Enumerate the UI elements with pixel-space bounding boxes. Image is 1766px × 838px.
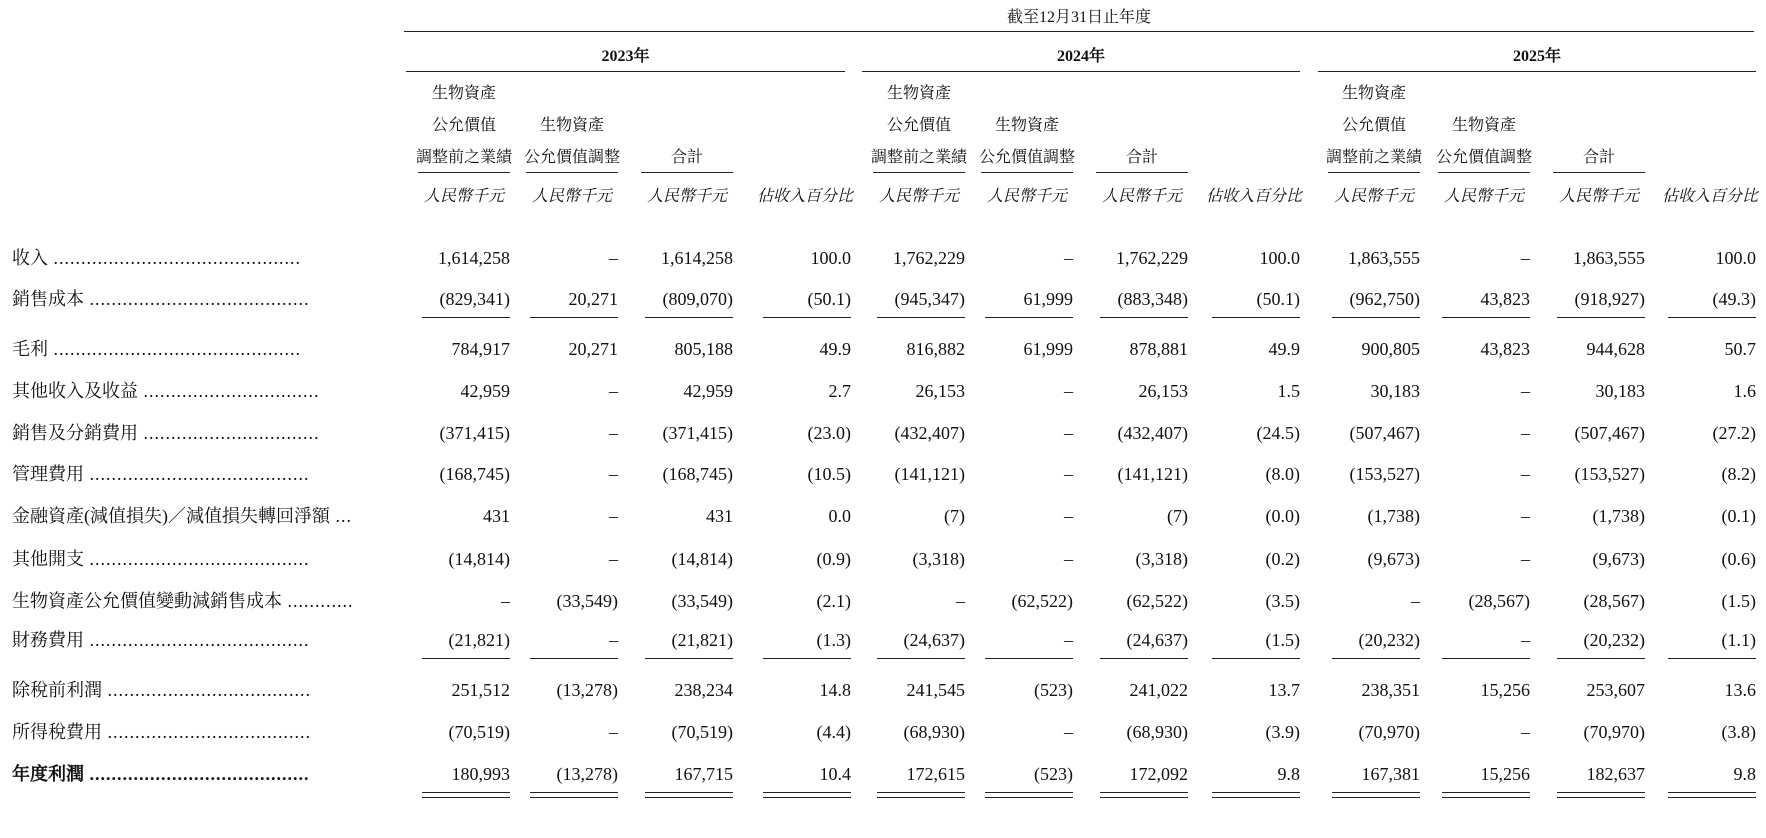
- value-cell: 1,863,555: [1348, 248, 1420, 268]
- year-heading: 2024年: [1056, 48, 1105, 65]
- subtotal-rule: [763, 317, 851, 318]
- value-cell: –: [1064, 630, 1073, 650]
- value-cell: (27.2): [1712, 423, 1756, 443]
- total-double-rule: [985, 797, 1073, 798]
- value-cell: (62,522): [1126, 591, 1188, 611]
- row-label-text: 金融資產(減值損失)／減值損失轉回淨額: [12, 506, 330, 526]
- value-cell: 20,271: [568, 289, 618, 309]
- value-cell: (1.3): [816, 630, 851, 650]
- value-cell: (153,527): [1574, 464, 1645, 484]
- value-cell: (0.9): [816, 549, 851, 569]
- total-header: 合計: [670, 149, 703, 166]
- value-cell: (28,567): [1583, 591, 1645, 611]
- subtotal-rule: [530, 317, 618, 318]
- before-adjustment-header: 公允價值: [431, 117, 496, 134]
- percentage-of-revenue-unit: 佔收入百分比: [1205, 188, 1302, 205]
- value-cell: (24,637): [1126, 630, 1188, 650]
- value-cell: (3,318): [1135, 549, 1188, 569]
- value-cell: (1.1): [1721, 630, 1756, 650]
- value-cell: (8.2): [1721, 464, 1756, 484]
- row-label: [12, 286, 384, 312]
- value-cell: 61,999: [1023, 289, 1073, 309]
- value-cell: 13.6: [1724, 680, 1756, 700]
- value-cell: (523): [1034, 680, 1073, 700]
- total-double-rule: [645, 797, 733, 798]
- year-rule: [406, 71, 845, 72]
- value-cell: –: [609, 464, 618, 484]
- subtotal-rule: [530, 658, 618, 659]
- row-label: [12, 588, 384, 614]
- value-cell: (70,519): [671, 722, 733, 742]
- subtotal-rule: [1212, 658, 1300, 659]
- value-cell: 100.0: [1259, 248, 1300, 268]
- subtotal-rule: [1668, 658, 1756, 659]
- subtotal-rule: [763, 658, 851, 659]
- total-double-rule: [1668, 797, 1756, 798]
- value-cell: (371,415): [662, 423, 733, 443]
- dot-leader: .....................................: [102, 680, 311, 700]
- value-cell: –: [1411, 591, 1420, 611]
- value-cell: (1.5): [1721, 591, 1756, 611]
- value-cell: (50.1): [807, 289, 851, 309]
- before-adjustment-header: 生物資產: [1341, 85, 1406, 102]
- before-adjustment-header: 調整前之業績: [1325, 149, 1422, 166]
- value-cell: (49.3): [1712, 289, 1756, 309]
- value-cell: (21,821): [671, 630, 733, 650]
- subtotal-rule: [1332, 658, 1420, 659]
- value-cell: 49.9: [819, 339, 851, 359]
- column-header-rule: [1438, 172, 1530, 173]
- value-cell: (0.6): [1721, 549, 1756, 569]
- value-cell: (1.5): [1265, 630, 1300, 650]
- value-cell: 784,917: [451, 339, 510, 359]
- dot-leader: ........................................: [84, 630, 310, 650]
- total-double-rule: [530, 792, 618, 793]
- dot-leader: .............................................: [48, 339, 301, 359]
- value-cell: 42,959: [460, 381, 510, 401]
- total-double-rule: [1332, 797, 1420, 798]
- row-label-text: 財務費用: [12, 630, 84, 650]
- value-cell: 1,762,229: [893, 248, 965, 268]
- value-cell: (141,121): [1117, 464, 1188, 484]
- value-cell: –: [609, 549, 618, 569]
- subtotal-rule: [422, 658, 510, 659]
- value-cell: 878,881: [1129, 339, 1188, 359]
- value-cell: (7): [1167, 506, 1188, 526]
- fair-value-adjustment-header: 生物資產: [1451, 117, 1516, 134]
- row-label-text: 毛利: [12, 339, 48, 359]
- value-cell: 0.0: [828, 506, 851, 526]
- rmb-thousand-unit: 人民幣千元: [1101, 188, 1182, 205]
- period-heading: 截至12月31日止年度: [1006, 9, 1151, 26]
- rmb-thousand-unit: 人民幣千元: [1333, 188, 1414, 205]
- value-cell: (24.5): [1256, 423, 1300, 443]
- value-cell: (33,549): [671, 591, 733, 611]
- row-label: [12, 245, 384, 271]
- before-adjustment-header: 生物資產: [886, 85, 951, 102]
- value-cell: 50.7: [1724, 339, 1756, 359]
- row-label-text: 除稅前利潤: [12, 680, 102, 700]
- value-cell: 1,614,258: [661, 248, 733, 268]
- fair-value-adjustment-header: 公允價值調整: [1435, 149, 1532, 166]
- value-cell: –: [501, 591, 510, 611]
- value-cell: 61,999: [1023, 339, 1073, 359]
- fair-value-adjustment-header: 生物資產: [994, 117, 1059, 134]
- value-cell: 43,823: [1480, 339, 1530, 359]
- dot-leader: ................................: [138, 381, 320, 401]
- value-cell: 30,183: [1595, 381, 1645, 401]
- row-label: [12, 461, 384, 487]
- value-cell: –: [1521, 506, 1530, 526]
- percentage-of-revenue-unit: 佔收入百分比: [756, 188, 853, 205]
- value-cell: 13.7: [1268, 680, 1300, 700]
- row-label: [12, 627, 384, 653]
- value-cell: –: [1064, 506, 1073, 526]
- value-cell: (141,121): [894, 464, 965, 484]
- value-cell: –: [1064, 464, 1073, 484]
- value-cell: –: [1064, 549, 1073, 569]
- value-cell: (8.0): [1265, 464, 1300, 484]
- dot-leader: ........................................: [84, 549, 310, 569]
- value-cell: (62,522): [1011, 591, 1073, 611]
- before-adjustment-header: 調整前之業績: [870, 149, 967, 166]
- year-heading: 2023年: [601, 48, 650, 65]
- column-header-rule: [1553, 172, 1645, 173]
- column-header-rule: [981, 172, 1073, 173]
- total-double-rule: [1100, 792, 1188, 793]
- dot-leader: .............................................: [48, 248, 301, 268]
- rmb-thousand-unit: 人民幣千元: [531, 188, 612, 205]
- value-cell: 238,351: [1361, 680, 1420, 700]
- value-cell: (14,814): [671, 549, 733, 569]
- total-double-rule: [1442, 792, 1530, 793]
- dot-leader: ...: [330, 506, 352, 526]
- before-adjustment-header: 公允價值: [886, 117, 951, 134]
- subtotal-rule: [1442, 317, 1530, 318]
- value-cell: 431: [706, 506, 733, 526]
- value-cell: (3.5): [1265, 591, 1300, 611]
- value-cell: –: [1064, 248, 1073, 268]
- rmb-thousand-unit: 人民幣千元: [1443, 188, 1524, 205]
- row-label: [12, 336, 384, 362]
- value-cell: 49.9: [1268, 339, 1300, 359]
- value-cell: (13,278): [556, 764, 618, 784]
- subtotal-rule: [1332, 317, 1420, 318]
- total-double-rule: [1557, 792, 1645, 793]
- rmb-thousand-unit: 人民幣千元: [878, 188, 959, 205]
- column-header-rule: [873, 172, 965, 173]
- value-cell: –: [1521, 549, 1530, 569]
- total-double-rule: [1212, 797, 1300, 798]
- row-label-text: 銷售及分銷費用: [12, 423, 138, 443]
- total-double-rule: [1557, 797, 1645, 798]
- value-cell: (168,745): [662, 464, 733, 484]
- value-cell: 9.8: [1277, 764, 1300, 784]
- value-cell: –: [1521, 381, 1530, 401]
- row-label-text: 收入: [12, 248, 48, 268]
- total-double-rule: [1100, 797, 1188, 798]
- subtotal-rule: [1212, 317, 1300, 318]
- value-cell: (3,318): [912, 549, 965, 569]
- percentage-of-revenue-unit: 佔收入百分比: [1661, 188, 1758, 205]
- subtotal-rule: [645, 317, 733, 318]
- year-heading: 2025年: [1512, 48, 1561, 65]
- value-cell: 172,092: [1129, 764, 1188, 784]
- value-cell: –: [1064, 423, 1073, 443]
- value-cell: (829,341): [439, 289, 510, 309]
- value-cell: (523): [1034, 764, 1073, 784]
- row-label: [12, 378, 384, 404]
- dot-leader: ........................................: [84, 289, 310, 309]
- value-cell: (33,549): [556, 591, 618, 611]
- value-cell: (0.1): [1721, 506, 1756, 526]
- dot-leader: .....................................: [102, 722, 311, 742]
- value-cell: 9.8: [1733, 764, 1756, 784]
- before-adjustment-header: 公允價值: [1341, 117, 1406, 134]
- value-cell: 816,882: [906, 339, 965, 359]
- total-double-rule: [877, 797, 965, 798]
- total-double-rule: [530, 797, 618, 798]
- value-cell: (9,673): [1592, 549, 1645, 569]
- value-cell: 100.0: [810, 248, 851, 268]
- rmb-thousand-unit: 人民幣千元: [646, 188, 727, 205]
- value-cell: (3.8): [1721, 722, 1756, 742]
- period-rule: [404, 31, 1754, 32]
- value-cell: (68,930): [903, 722, 965, 742]
- value-cell: (7): [944, 506, 965, 526]
- row-label-text: 所得稅費用: [12, 722, 102, 742]
- value-cell: 241,545: [906, 680, 965, 700]
- subtotal-rule: [1557, 658, 1645, 659]
- fair-value-adjustment-header: 公允價值調整: [523, 149, 620, 166]
- value-cell: 1,863,555: [1573, 248, 1645, 268]
- value-cell: (809,070): [662, 289, 733, 309]
- value-cell: (50.1): [1256, 289, 1300, 309]
- value-cell: (0.2): [1265, 549, 1300, 569]
- value-cell: 944,628: [1586, 339, 1645, 359]
- value-cell: –: [609, 722, 618, 742]
- value-cell: –: [1521, 423, 1530, 443]
- value-cell: (70,970): [1583, 722, 1645, 742]
- total-header: 合計: [1582, 149, 1615, 166]
- value-cell: (153,527): [1349, 464, 1420, 484]
- fair-value-adjustment-header: 公允價值調整: [978, 149, 1075, 166]
- column-header-rule: [526, 172, 618, 173]
- subtotal-rule: [985, 658, 1073, 659]
- total-double-rule: [763, 792, 851, 793]
- row-label: [12, 719, 384, 745]
- dot-leader: ................................: [138, 423, 320, 443]
- row-label: [12, 677, 384, 703]
- value-cell: 30,183: [1370, 381, 1420, 401]
- value-cell: 42,959: [683, 381, 733, 401]
- value-cell: –: [609, 248, 618, 268]
- subtotal-rule: [877, 658, 965, 659]
- value-cell: 43,823: [1480, 289, 1530, 309]
- dot-leader: ........................................: [84, 464, 310, 484]
- value-cell: 182,637: [1586, 764, 1645, 784]
- value-cell: (28,567): [1468, 591, 1530, 611]
- value-cell: (20,232): [1358, 630, 1420, 650]
- subtotal-rule: [1668, 317, 1756, 318]
- value-cell: (21,821): [448, 630, 510, 650]
- value-cell: (14,814): [448, 549, 510, 569]
- value-cell: 15,256: [1480, 680, 1530, 700]
- column-header-rule: [1096, 172, 1188, 173]
- dot-leader: ............: [282, 591, 354, 611]
- fair-value-adjustment-header: 生物資產: [539, 117, 604, 134]
- value-cell: 10.4: [819, 764, 851, 784]
- value-cell: (13,278): [556, 680, 618, 700]
- value-cell: –: [1521, 722, 1530, 742]
- value-cell: (371,415): [439, 423, 510, 443]
- value-cell: 241,022: [1129, 680, 1188, 700]
- value-cell: –: [609, 423, 618, 443]
- row-label: [12, 546, 384, 572]
- value-cell: 2.7: [828, 381, 851, 401]
- value-cell: 167,381: [1361, 764, 1420, 784]
- column-header-rule: [641, 172, 733, 173]
- value-cell: (1,738): [1592, 506, 1645, 526]
- value-cell: 805,188: [674, 339, 733, 359]
- value-cell: 238,234: [674, 680, 733, 700]
- value-cell: (23.0): [807, 423, 851, 443]
- value-cell: (10.5): [807, 464, 851, 484]
- value-cell: (945,347): [894, 289, 965, 309]
- value-cell: 251,512: [451, 680, 510, 700]
- value-cell: (3.9): [1265, 722, 1300, 742]
- row-label-text: 管理費用: [12, 464, 84, 484]
- row-label: [12, 420, 384, 446]
- value-cell: –: [609, 381, 618, 401]
- total-double-rule: [763, 797, 851, 798]
- value-cell: 167,715: [674, 764, 733, 784]
- value-cell: 100.0: [1715, 248, 1756, 268]
- rmb-thousand-unit: 人民幣千元: [986, 188, 1067, 205]
- value-cell: (24,637): [903, 630, 965, 650]
- value-cell: –: [1521, 248, 1530, 268]
- value-cell: –: [1064, 381, 1073, 401]
- subtotal-rule: [422, 317, 510, 318]
- row-label-text: 其他收入及收益: [12, 381, 138, 401]
- total-header: 合計: [1125, 149, 1158, 166]
- value-cell: (9,673): [1367, 549, 1420, 569]
- row-label-text: 年度利潤: [12, 764, 84, 784]
- value-cell: 180,993: [451, 764, 510, 784]
- value-cell: 253,607: [1586, 680, 1645, 700]
- value-cell: (2.1): [816, 591, 851, 611]
- value-cell: (432,407): [894, 423, 965, 443]
- value-cell: (70,519): [448, 722, 510, 742]
- value-cell: (68,930): [1126, 722, 1188, 742]
- total-double-rule: [1332, 792, 1420, 793]
- row-label: [12, 761, 384, 787]
- value-cell: 1.5: [1277, 381, 1300, 401]
- value-cell: 1,762,229: [1116, 248, 1188, 268]
- value-cell: –: [1521, 630, 1530, 650]
- value-cell: 1.6: [1733, 381, 1756, 401]
- subtotal-rule: [1557, 317, 1645, 318]
- value-cell: (4.4): [816, 722, 851, 742]
- total-double-rule: [645, 792, 733, 793]
- value-cell: (168,745): [439, 464, 510, 484]
- before-adjustment-header: 生物資產: [431, 85, 496, 102]
- total-double-rule: [1212, 792, 1300, 793]
- total-double-rule: [1442, 797, 1530, 798]
- subtotal-rule: [1442, 658, 1530, 659]
- value-cell: (507,467): [1574, 423, 1645, 443]
- value-cell: (962,750): [1349, 289, 1420, 309]
- total-double-rule: [422, 792, 510, 793]
- value-cell: (20,232): [1583, 630, 1645, 650]
- total-double-rule: [985, 792, 1073, 793]
- row-label-text: 銷售成本: [12, 289, 84, 309]
- value-cell: (432,407): [1117, 423, 1188, 443]
- value-cell: (70,970): [1358, 722, 1420, 742]
- value-cell: (0.0): [1265, 506, 1300, 526]
- value-cell: –: [1521, 464, 1530, 484]
- value-cell: 900,805: [1361, 339, 1420, 359]
- total-double-rule: [1668, 792, 1756, 793]
- rmb-thousand-unit: 人民幣千元: [423, 188, 504, 205]
- value-cell: (883,348): [1117, 289, 1188, 309]
- before-adjustment-header: 調整前之業績: [415, 149, 512, 166]
- value-cell: –: [1064, 722, 1073, 742]
- value-cell: –: [956, 591, 965, 611]
- subtotal-rule: [645, 658, 733, 659]
- row-label-text: 其他開支: [12, 549, 84, 569]
- value-cell: 26,153: [1138, 381, 1188, 401]
- value-cell: 1,614,258: [438, 248, 510, 268]
- value-cell: (507,467): [1349, 423, 1420, 443]
- value-cell: 15,256: [1480, 764, 1530, 784]
- subtotal-rule: [1100, 317, 1188, 318]
- subtotal-rule: [985, 317, 1073, 318]
- value-cell: –: [609, 506, 618, 526]
- total-double-rule: [877, 792, 965, 793]
- value-cell: 20,271: [568, 339, 618, 359]
- value-cell: 14.8: [819, 680, 851, 700]
- year-rule: [1318, 71, 1756, 72]
- value-cell: –: [609, 630, 618, 650]
- value-cell: 431: [483, 506, 510, 526]
- dot-leader: ........................................: [84, 764, 310, 784]
- year-rule: [862, 71, 1300, 72]
- total-double-rule: [422, 797, 510, 798]
- row-label: [12, 503, 384, 529]
- rmb-thousand-unit: 人民幣千元: [1558, 188, 1639, 205]
- value-cell: (918,927): [1574, 289, 1645, 309]
- value-cell: 26,153: [915, 381, 965, 401]
- column-header-rule: [1328, 172, 1420, 173]
- value-cell: 172,615: [906, 764, 965, 784]
- subtotal-rule: [877, 317, 965, 318]
- subtotal-rule: [1100, 658, 1188, 659]
- row-label-text: 生物資產公允價值變動減銷售成本: [12, 591, 282, 611]
- value-cell: (1,738): [1367, 506, 1420, 526]
- column-header-rule: [418, 172, 510, 173]
